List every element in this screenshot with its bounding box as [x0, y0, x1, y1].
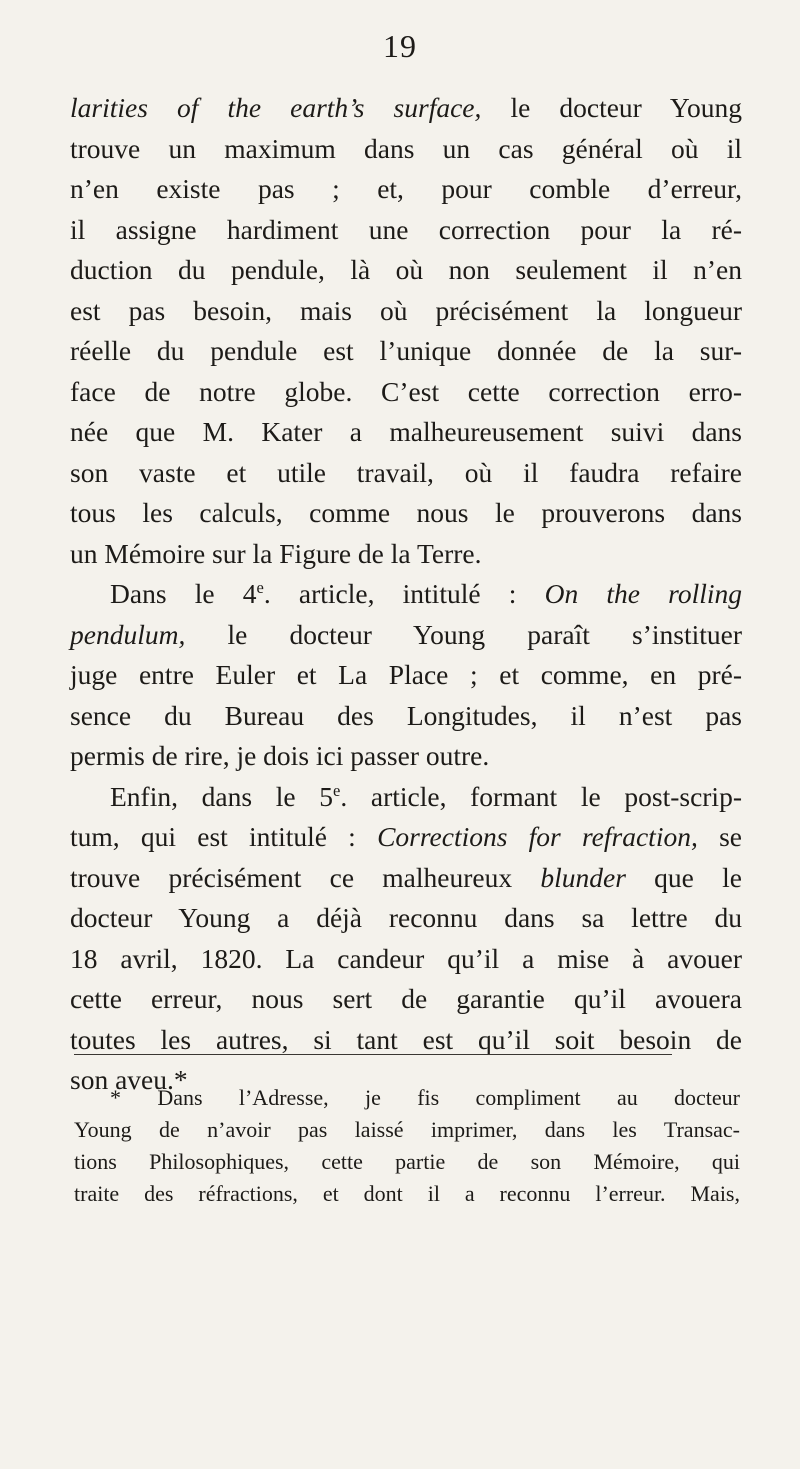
text-span: un Mémoire sur la Figure de la Terre. [70, 537, 482, 569]
footnote-line [74, 1146, 740, 1178]
text-line [70, 736, 742, 777]
text-span: réelle du pendule est l’unique donnée de la sur- [70, 335, 742, 366]
text-span: . article, intitulé : [263, 578, 545, 609]
text-line [70, 615, 742, 656]
footnote-line [74, 1178, 740, 1210]
text-span: * Dans l’Adresse, je fis compliment au docteur [110, 1085, 740, 1110]
page-number: 19 [383, 28, 417, 64]
text-span: sence du Bureau des Longitudes, il n’est pas [70, 699, 742, 731]
italic-text: pendulum, [70, 618, 186, 650]
text-line [70, 493, 742, 534]
text-line [70, 979, 742, 1020]
text-line [70, 817, 742, 858]
italic-text: Corrections for refraction, [377, 821, 698, 852]
body-text [70, 88, 742, 1101]
text-span: . article, formant le post-scrip- [340, 780, 742, 812]
text-span: son aveu.* [70, 1064, 188, 1095]
text-span: traite des réfractions, et dont il a reconnu l’erreur. Mais, [74, 1181, 740, 1206]
superscript: e [256, 578, 264, 598]
text-span: duction du pendule, là où non seulement il n’en [70, 254, 742, 285]
italic-text: On the rolling [544, 578, 743, 609]
text-span: le docteur Young paraît s’instituer [185, 618, 742, 650]
text-line [70, 696, 742, 737]
text-line [70, 453, 742, 494]
text-span: docteur Young a déjà reconnu dans sa lettre du [70, 902, 742, 933]
text-line [70, 291, 742, 332]
italic-text: larities of the earth’s surface, [70, 92, 482, 123]
text-line [70, 655, 742, 696]
text-line [70, 939, 742, 980]
text-span: se [697, 821, 742, 852]
footnote [74, 1082, 740, 1210]
text-line [70, 210, 742, 251]
text-line [70, 574, 742, 615]
text-span: Dans le 4 [110, 578, 257, 609]
text-line [70, 534, 742, 575]
text-span: que le [625, 861, 742, 893]
text-span: 18 avril, 1820. La candeur qu’il a mise à avouer [70, 942, 742, 974]
text-span: cette erreur, nous sert de garantie qu’il avouera [70, 983, 742, 1014]
footnote-line [74, 1114, 740, 1146]
text-span: son vaste et utile travail, où il faudra refaire [70, 456, 742, 488]
text-span: tous les calculs, comme nous le prouverons dans [70, 497, 742, 528]
text-span: il assigne hardiment une correction pour la ré- [70, 213, 742, 245]
text-span: Enfin, dans le 5 [110, 780, 333, 812]
footnote-line [74, 1082, 740, 1114]
text-span: Young de n’avoir pas laissé imprimer, dans les Transac- [74, 1117, 740, 1142]
text-line [70, 129, 742, 170]
footnote-divider [74, 1054, 672, 1055]
text-line [70, 250, 742, 291]
text-span: tions Philosophiques, cette partie de son Mémoire, qui [74, 1149, 740, 1174]
text-span: n’en existe pas ; et, pour comble d’erreur, [70, 173, 742, 204]
text-line [70, 331, 742, 372]
text-line [70, 898, 742, 939]
text-span: toutes les autres, si tant est qu’il soit besoin de [70, 1023, 742, 1055]
text-span: le docteur Young [481, 92, 742, 123]
text-span: est pas besoin, mais où précisément la longueur [70, 294, 742, 326]
text-span: face de notre globe. C’est cette correction erro- [70, 375, 742, 407]
text-line [70, 169, 742, 210]
text-line [70, 88, 742, 129]
text-span: permis de rire, je dois ici passer outre. [70, 740, 490, 771]
text-line [70, 777, 742, 818]
superscript: e [333, 780, 341, 800]
text-span: née que M. Kater a malheureusement suivi dans [70, 416, 742, 447]
text-span: trouve précisément ce malheureux [70, 861, 541, 893]
text-span: juge entre Euler et La Place ; et comme, en pré- [70, 659, 742, 690]
text-span: tum, qui est intitulé : [70, 821, 378, 852]
italic-text: blunder [540, 861, 626, 893]
text-span: trouve un maximum dans un cas général où il [70, 132, 742, 164]
text-line [70, 412, 742, 453]
text-line [70, 858, 742, 899]
text-line [70, 372, 742, 413]
